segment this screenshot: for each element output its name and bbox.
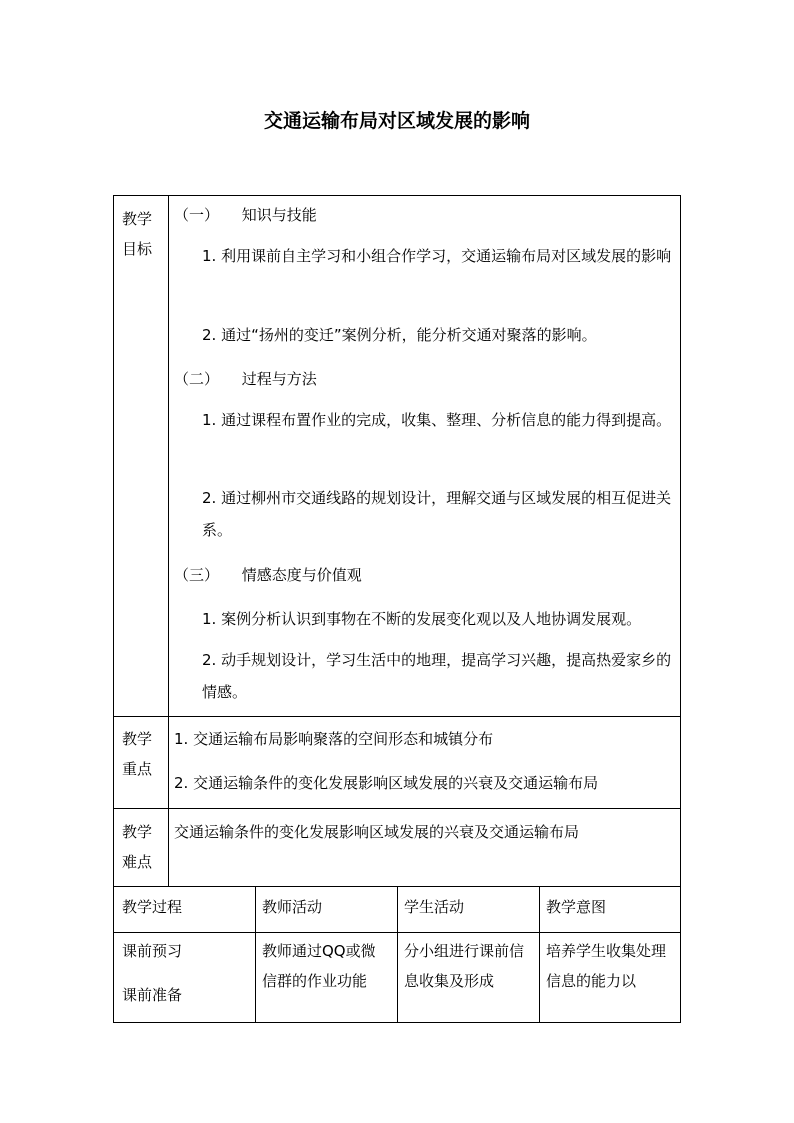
section-1-item-2: 2. 通过“扬州的变迁”案例分析，能分析交通对聚落的影响。: [202, 326, 597, 344]
section-3-heading: [174, 564, 362, 585]
key-point-2: 2. 交通运输条件的变化发展影响区域发展的兴衰及交通运输布局: [174, 774, 599, 792]
section-3-item-2: 2. 动手规划设计，学习生活中的地理，提高学习兴趣，提高热爱家乡的情感。: [202, 651, 672, 701]
section-2-number: （二）: [174, 370, 220, 388]
difficulties-table: [113, 809, 681, 887]
teacher-activity: 教师通过QQ或微信群的作业功能: [262, 942, 376, 990]
header-teacher: 教师活动: [262, 898, 323, 916]
process-table: [113, 886, 681, 1023]
section-3-item-1: 1. 案例分析认识到事物在不断的发展变化观以及人地协调发展观。: [202, 610, 642, 628]
page-title: 交通运输布局对区域发展的影响: [263, 110, 530, 132]
objectives-label: 教学目标: [122, 210, 153, 258]
section-1-heading: [174, 204, 317, 225]
difficulties-label: 教学难点: [122, 823, 153, 871]
header-student: 学生活动: [404, 898, 465, 916]
section-1-name: 知识与技能: [241, 206, 317, 224]
header-intent: 教学意图: [546, 898, 607, 916]
column-divider: [168, 809, 169, 886]
section-3-name: 情感态度与价值观: [241, 566, 362, 584]
column-divider: [255, 886, 256, 1022]
stage-line-2: 课前准备: [122, 986, 183, 1004]
column-divider: [168, 716, 169, 808]
section-3-number: （三）: [174, 566, 220, 584]
key-points-table: [113, 716, 681, 809]
section-2-item-2: 2. 通过柳州市交通线路的规划设计，理解交通与区域发展的相互促进关系。: [202, 489, 672, 539]
header-process: 教学过程: [122, 898, 183, 916]
column-divider: [168, 196, 169, 716]
column-divider: [539, 886, 540, 1022]
section-1-item-1: 1. 利用课前自主学习和小组合作学习，交通运输布局对区域发展的影响: [202, 247, 672, 265]
section-2-heading: [174, 368, 317, 389]
student-activity: 分小组进行课前信息收集及形成: [404, 942, 525, 990]
key-point-1: 1. 交通运输布局影响聚落的空间形态和城镇分布: [174, 730, 494, 748]
key-points-label: 教学重点: [122, 730, 153, 778]
section-1-number: （一）: [174, 206, 220, 224]
section-2-name: 过程与方法: [241, 370, 317, 388]
column-divider: [397, 886, 398, 1022]
stage-cell: [122, 936, 182, 1010]
teaching-intent: 培养学生收集处理信息的能力以: [546, 942, 667, 990]
difficulty-text: 交通运输条件的变化发展影响区域发展的兴衰及交通运输布局: [174, 823, 580, 841]
stage-line-1: 课前预习: [122, 942, 183, 960]
section-2-item-1: 1. 通过课程布置作业的完成，收集、整理、分析信息的能力得到提高。: [202, 411, 672, 429]
objectives-table: [113, 195, 681, 717]
